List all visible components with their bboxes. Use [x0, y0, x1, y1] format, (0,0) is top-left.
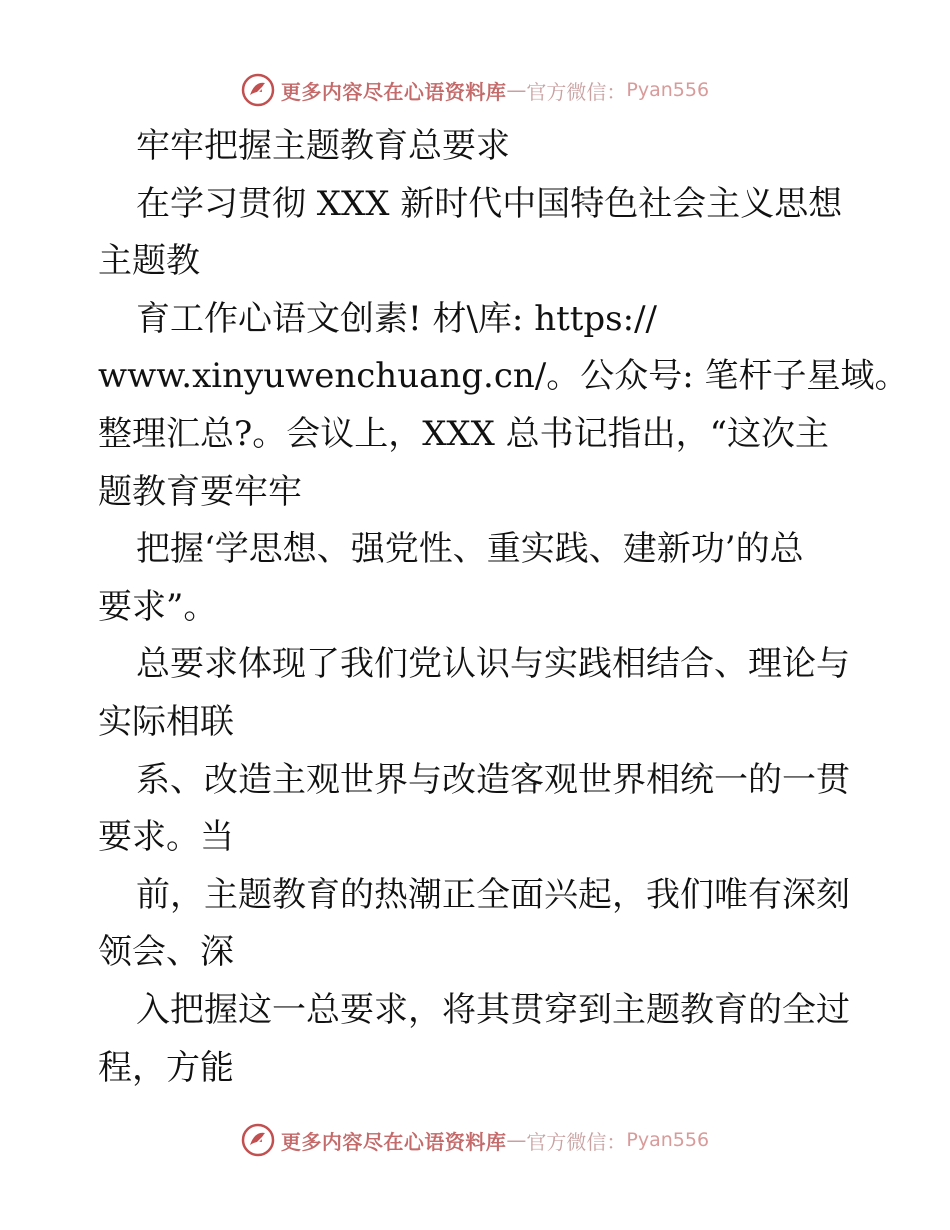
text-line: 总要求体现了我们党认识与实践相结合、理论与: [136, 644, 850, 685]
text-line: 牢牢把握主题教育总要求: [136, 126, 510, 166]
banner-dash: —: [506, 1128, 527, 1152]
text-line: 实际相联: [98, 701, 234, 742]
stamp-logo-icon: [241, 1123, 275, 1157]
stamp-logo-icon: [241, 73, 275, 107]
text-line: 整理汇总?。会议上，XXX 总书记指出，“这次主: [98, 413, 830, 454]
text-line: 在学习贯彻 XXX 新时代中国特色社会主义思想: [136, 183, 843, 224]
text-line: 领会、深: [98, 932, 234, 973]
banner-wechat-id: Pyan556: [626, 79, 710, 101]
banner-text: 更多内容尽在心语资料库: [280, 79, 507, 104]
text-line: 要求”。: [98, 586, 218, 627]
text-line: 系、改造主观世界与改造客观世界相统一的一贯: [136, 759, 850, 800]
footer-banner: [0, 1120, 950, 1160]
text-line: 要求。当: [98, 817, 234, 858]
banner-wechat-id: Pyan556: [626, 1129, 710, 1151]
text-line: 主题教: [98, 241, 200, 282]
text-line: www.xinyuwenchuang.cn/。公众号: 笔杆子星域。: [98, 356, 909, 397]
text-line: 把握‘学思想、强党性、重实践、建新功’的总: [136, 529, 804, 570]
header-banner: [0, 70, 950, 110]
banner-text: 更多内容尽在心语资料库: [280, 1129, 507, 1154]
text-line: 前，主题教育的热潮正全面兴起，我们唯有深刻: [136, 874, 850, 915]
text-line: 题教育要牢牢: [98, 471, 302, 512]
text-line: 育工作心语文创素! 材\库: https://: [136, 298, 657, 339]
text-line: 程，方能: [98, 1047, 234, 1088]
document-body: [98, 118, 909, 1097]
banner-wechat-label: 官方微信：: [526, 1129, 627, 1154]
banner-wechat-label: 官方微信：: [526, 79, 627, 104]
banner-dash: —: [506, 78, 527, 102]
text-line: 入把握这一总要求，将其贯穿到主题教育的全过: [136, 989, 850, 1030]
